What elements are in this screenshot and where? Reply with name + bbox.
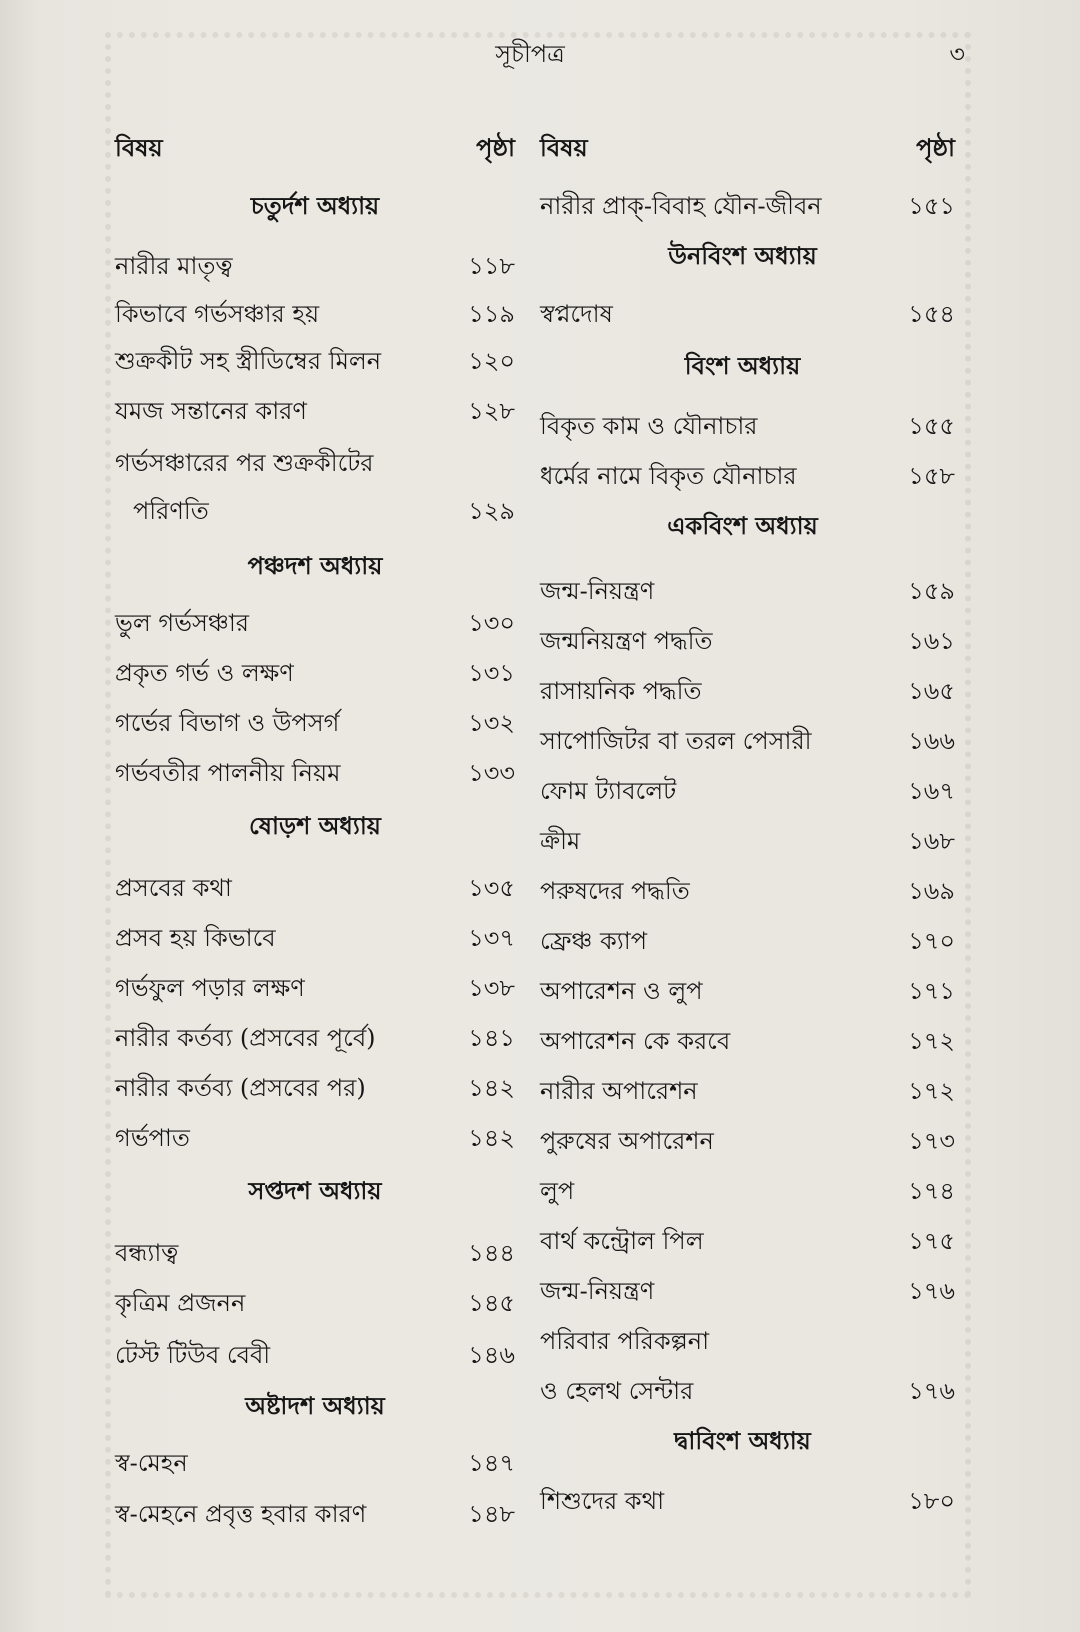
entry-title: নারীর কর্তব্য (প্রসবের পূর্বে) xyxy=(115,1024,376,1052)
toc-entry[interactable] xyxy=(0,1125,1080,1157)
entry-page: ১৪২ xyxy=(468,1124,515,1152)
chapter-heading: ষোড়শ অধ্যায় xyxy=(249,811,381,840)
entry-page: ১১৮ xyxy=(468,252,515,280)
entry-page: ১৫৮ xyxy=(908,462,955,490)
entry-title: বিকৃত কাম ও যৌনাচার xyxy=(540,412,758,440)
entry-page: ১৩৭ xyxy=(468,924,515,952)
entry-title: পুরুষের অপারেশন xyxy=(540,1127,714,1155)
entry-title: রাসায়নিক পদ্ধতি xyxy=(540,677,702,705)
chapter-heading: বিংশ অধ্যায় xyxy=(684,351,801,380)
entry-title-continuation: পরিণতি xyxy=(133,497,209,525)
entry-title: ভুল গর্ভসঞ্চার xyxy=(115,609,249,637)
entry-page: ১৬৯ xyxy=(908,877,955,905)
entry-title: গর্ভপাত xyxy=(115,1124,190,1152)
toc-entry-continuation[interactable] xyxy=(0,1375,1080,1407)
entry-title: স্বপ্নদোষ xyxy=(540,300,613,328)
page-title: সূচীপত্র xyxy=(495,40,565,68)
entry-page: ১৪১ xyxy=(468,1024,515,1052)
entry-title: যমজ সন্তানের কারণ xyxy=(115,397,307,425)
entry-title: জন্ম-নিয়ন্ত্রণ xyxy=(540,1277,655,1305)
entry-title: গর্ভের বিভাগ ও উপসর্গ xyxy=(115,709,340,737)
toc-entry[interactable] xyxy=(0,1075,1080,1107)
entry-page: ১৭১ xyxy=(908,977,955,1005)
entry-title: ক্রীম xyxy=(540,827,581,855)
entry-page: ১৬৭ xyxy=(908,777,955,805)
entry-title: স্ব-মেহন xyxy=(115,1449,188,1477)
entry-page: ১৫৫ xyxy=(908,412,955,440)
toc-entry[interactable] xyxy=(0,625,1080,657)
toc-entry[interactable] xyxy=(0,775,1080,807)
toc-entry[interactable] xyxy=(0,410,1080,442)
chapter-heading-row xyxy=(0,350,1080,382)
entry-title: ফ্রেঞ্চ ক্যাপ xyxy=(540,927,647,955)
toc-entry[interactable] xyxy=(0,1225,1080,1257)
entry-page: ১৭৫ xyxy=(908,1227,955,1255)
entry-title: প্রসবের কথা xyxy=(115,874,232,902)
entry-page: ১৫১ xyxy=(908,192,955,220)
toc-entry[interactable] xyxy=(0,1175,1080,1207)
entry-page: ১৬১ xyxy=(908,627,955,655)
right-subject-header: বিষয় xyxy=(540,133,588,162)
chapter-heading: চতুর্দশ অধ্যায় xyxy=(250,191,380,220)
entry-page: ১৩৮ xyxy=(468,974,515,1002)
chapter-heading-row xyxy=(0,240,1080,272)
entry-title: শুক্রকীট সহ স্ত্রীডিম্বের মিলন xyxy=(115,347,382,375)
entry-page: ১৬৬ xyxy=(908,727,955,755)
toc-entry[interactable] xyxy=(0,190,1080,222)
right-page-header: পৃষ্ঠা xyxy=(916,133,955,162)
entry-page: ১৬৫ xyxy=(908,677,955,705)
entry-page: ১৫৪ xyxy=(908,300,955,328)
entry-title: টেস্ট টিউব বেবী xyxy=(115,1341,271,1369)
chapter-heading-row xyxy=(0,1425,1080,1457)
entry-page: ১৩২ xyxy=(468,709,515,737)
toc-entry[interactable] xyxy=(0,575,1080,607)
entry-title: জন্ম-নিয়ন্ত্রণ xyxy=(540,577,655,605)
entry-page: ১৭২ xyxy=(908,1027,955,1055)
entry-title: ফোম ট্যাবলেট xyxy=(540,777,677,805)
chapter-heading: অষ্টাদশ অধ্যায় xyxy=(245,1391,385,1420)
entry-page: ১৪৬ xyxy=(468,1341,515,1369)
entry-page: ১১৯ xyxy=(468,300,515,328)
entry-title: বন্ধ্যাত্ব xyxy=(115,1239,179,1267)
entry-page: ১৮০ xyxy=(908,1487,955,1515)
toc-entry[interactable] xyxy=(0,675,1080,707)
entry-title: ধর্মের নামে বিকৃত যৌনাচার xyxy=(540,462,797,490)
toc-entry[interactable] xyxy=(0,1025,1080,1057)
entry-page: ১৩৩ xyxy=(468,759,515,787)
entry-title: কৃত্রিম প্রজনন xyxy=(115,1289,246,1317)
entry-title: নারীর অপারেশন xyxy=(540,1077,698,1105)
entry-page: ১৪৭ xyxy=(468,1449,515,1477)
left-subject-header: বিষয় xyxy=(115,133,163,162)
entry-page: ১৪৪ xyxy=(468,1239,515,1267)
entry-title: স্ব-মেহনে প্রবৃত্ত হবার কারণ xyxy=(115,1500,367,1528)
toc-entry[interactable] xyxy=(0,875,1080,907)
chapter-heading: দ্বাবিংশ অধ্যায় xyxy=(674,1426,811,1455)
entry-page: ১৬৮ xyxy=(908,827,955,855)
entry-page: ১৫৯ xyxy=(908,577,955,605)
entry-page: ১২০ xyxy=(468,347,515,375)
entry-page: ১৪২ xyxy=(468,1074,515,1102)
entry-title-continuation: ও হেলথ সেন্টার xyxy=(540,1377,694,1405)
entry-page: ১৭৬ xyxy=(908,1277,955,1305)
chapter-heading-row xyxy=(0,510,1080,542)
entry-title: গর্ভসঞ্চারের পর শুক্রকীটের xyxy=(115,449,374,477)
left-page-header: পৃষ্ঠা xyxy=(476,133,515,162)
toc-entry[interactable] xyxy=(0,460,1080,492)
entry-page: ১৭৩ xyxy=(908,1127,955,1155)
entry-title: প্রসব হয় কিভাবে xyxy=(115,924,276,952)
entry-title: গর্ভফুল পড়ার লক্ষণ xyxy=(115,974,305,1002)
toc-entry[interactable] xyxy=(0,1325,1080,1357)
toc-entry[interactable] xyxy=(0,825,1080,857)
entry-title: অপারেশন কে করবে xyxy=(540,1027,731,1055)
entry-page: ১৩১ xyxy=(468,659,515,687)
toc-entry[interactable] xyxy=(0,298,1080,330)
entry-title: নারীর মাতৃত্ব xyxy=(115,252,233,280)
chapter-heading: সপ্তদশ অধ্যায় xyxy=(248,1176,382,1205)
entry-title: সাপোজিটর বা তরল পেসারী xyxy=(540,727,812,755)
entry-page: ১৭৬ xyxy=(908,1377,955,1405)
entry-title: পরুষদের পদ্ধতি xyxy=(540,877,690,905)
entry-page: ১৭০ xyxy=(908,927,955,955)
toc-entry[interactable] xyxy=(0,1275,1080,1307)
entry-page: ১৪৫ xyxy=(468,1289,515,1317)
entry-page: ১৭২ xyxy=(908,1077,955,1105)
entry-page: ১৪৮ xyxy=(468,1500,515,1528)
entry-title: জন্মনিয়ন্ত্রণ পদ্ধতি xyxy=(540,627,713,655)
entry-title: গর্ভবতীর পালনীয় নিয়ম xyxy=(115,759,341,787)
entry-title: নারীর প্রাক্-বিবাহ যৌন-জীবন xyxy=(540,192,822,220)
toc-entry[interactable] xyxy=(0,925,1080,957)
entry-title: লুপ xyxy=(540,1177,575,1205)
entry-title: শিশুদের কথা xyxy=(540,1487,665,1515)
entry-title: কিভাবে গর্ভসঞ্চার হয় xyxy=(115,300,320,328)
entry-page: ১২৮ xyxy=(468,397,515,425)
entry-page: ১৭৪ xyxy=(908,1177,955,1205)
entry-title: অপারেশন ও লুপ xyxy=(540,977,703,1005)
page-number: ৩ xyxy=(949,40,965,68)
chapter-heading: উনবিংশ অধ্যায় xyxy=(668,241,817,270)
entry-page: ১২৯ xyxy=(468,497,515,525)
entry-title: নারীর কর্তব্য (প্রসবের পর) xyxy=(115,1074,366,1102)
chapter-heading: একবিংশ অধ্যায় xyxy=(667,511,818,540)
entry-title: পরিবার পরিকল্পনা xyxy=(540,1327,710,1355)
entry-page: ১৩৫ xyxy=(468,874,515,902)
toc-entry[interactable] xyxy=(0,1485,1080,1517)
toc-entry[interactable] xyxy=(0,725,1080,757)
entry-title: প্রকৃত গর্ভ ও লক্ষণ xyxy=(115,659,294,687)
entry-title: বার্থ কন্ট্রোল পিল xyxy=(540,1227,704,1255)
toc-entry[interactable] xyxy=(0,975,1080,1007)
entry-page: ১৩০ xyxy=(468,609,515,637)
chapter-heading: পঞ্চদশ অধ্যায় xyxy=(247,551,383,580)
